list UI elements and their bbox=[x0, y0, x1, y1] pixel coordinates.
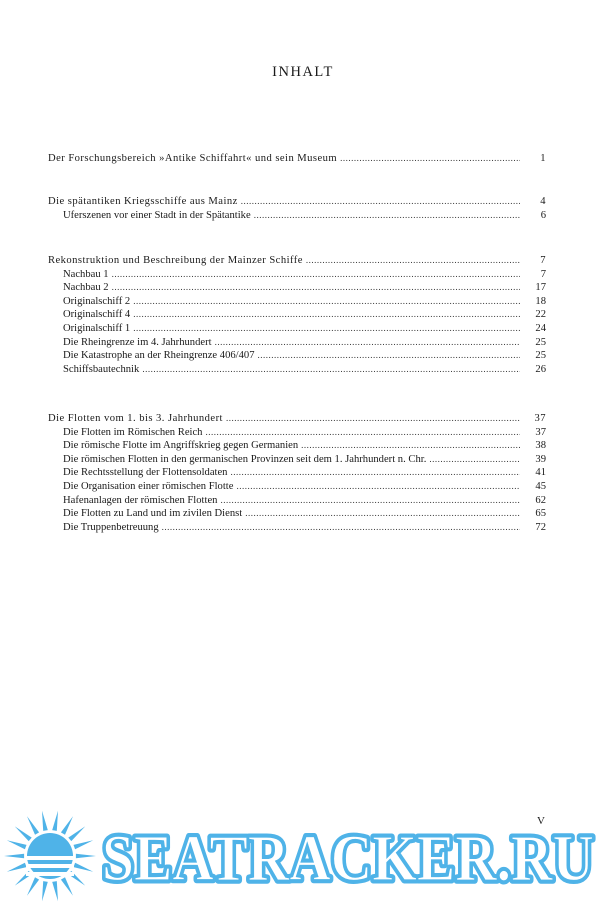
leader-dots bbox=[254, 209, 520, 223]
toc-subentry-title: Hafenanlagen der römischen Flotten bbox=[63, 494, 218, 506]
sun-ray bbox=[7, 840, 27, 849]
toc-entry[interactable] bbox=[48, 412, 546, 426]
toc-subentry-page: 62 bbox=[535, 494, 546, 506]
page-number: V bbox=[537, 815, 545, 827]
toc-subentry-title: Originalschiff 4 bbox=[63, 309, 131, 321]
toc-subentry[interactable] bbox=[48, 494, 546, 508]
toc-subentry-page: 45 bbox=[535, 480, 546, 492]
toc-entry-title: Rekonstruktion und Beschreibung der Mainzer Schiffe bbox=[48, 255, 303, 266]
toc-subentry-page: 6 bbox=[540, 209, 546, 221]
leader-dots bbox=[142, 363, 520, 377]
leader-dots bbox=[226, 412, 520, 426]
sun-ray bbox=[61, 877, 73, 896]
toc-subentry[interactable] bbox=[48, 507, 546, 521]
leader-dots bbox=[429, 453, 520, 467]
toc-subentry-page: 24 bbox=[535, 322, 546, 334]
toc-subentry[interactable] bbox=[48, 480, 546, 494]
leader-dots bbox=[236, 480, 520, 494]
toc-subentry[interactable] bbox=[48, 363, 546, 377]
leader-dots bbox=[220, 494, 520, 508]
toc-subentry[interactable] bbox=[48, 281, 546, 295]
watermark bbox=[0, 808, 606, 905]
sun-ray bbox=[27, 816, 39, 835]
toc-subentry-page: 18 bbox=[535, 295, 546, 307]
toc-subentry-title: Die Organisation einer römischen Flotte bbox=[63, 480, 234, 492]
sun-ray bbox=[52, 881, 58, 901]
toc-section bbox=[48, 152, 546, 166]
leader-dots bbox=[241, 195, 520, 209]
sun-ray bbox=[68, 826, 85, 841]
leader-dots bbox=[215, 336, 520, 350]
toc-subentry-title: Die Flotten im Römischen Reich bbox=[63, 426, 203, 438]
leader-dots bbox=[112, 268, 520, 282]
leader-dots bbox=[162, 521, 520, 535]
toc-section bbox=[48, 412, 546, 534]
toc-subentry-page: 22 bbox=[535, 309, 546, 321]
leader-dots bbox=[258, 349, 520, 363]
toc-subentry-page: 72 bbox=[535, 521, 546, 533]
leader-dots bbox=[133, 322, 520, 336]
leader-dots bbox=[112, 281, 520, 295]
toc-subentry-title: Nachbau 1 bbox=[63, 268, 109, 280]
toc-entry[interactable] bbox=[48, 254, 546, 268]
toc-entry-title: Die Flotten vom 1. bis 3. Jahrhundert bbox=[48, 413, 223, 424]
toc-subentry-page: 7 bbox=[540, 268, 546, 280]
toc-subentry-title: Nachbau 2 bbox=[63, 282, 109, 294]
leader-dots bbox=[340, 152, 520, 166]
sun-ray bbox=[4, 854, 24, 859]
toc-subentry-page: 38 bbox=[535, 440, 546, 452]
sun-logo-icon bbox=[0, 808, 110, 905]
sun-ray bbox=[15, 826, 32, 841]
watermark-text-fill: SEATRACKER.RU bbox=[102, 822, 594, 895]
toc-subentry[interactable] bbox=[48, 439, 546, 453]
toc-subentry-title: Die römischen Flotten in den germanischen Provinzen seit dem 1. Jahrhundert n. Chr. bbox=[63, 453, 427, 465]
leader-dots bbox=[133, 295, 520, 309]
toc-entry-page: 7 bbox=[540, 255, 546, 266]
toc-subentry-title: Die Rechtsstellung der Flottensoldaten bbox=[63, 467, 228, 479]
toc-subentry-page: 25 bbox=[535, 350, 546, 362]
toc-subentry-page: 37 bbox=[535, 426, 546, 438]
toc-subentry-title: Die römische Flotte im Angriffskrieg gegen Germanien bbox=[63, 440, 299, 452]
sun-ray bbox=[7, 863, 27, 872]
sun-ray bbox=[42, 811, 48, 831]
toc-subentry[interactable] bbox=[48, 209, 546, 223]
toc-entry[interactable] bbox=[48, 152, 546, 166]
leader-dots bbox=[306, 254, 520, 268]
toc-subentry[interactable] bbox=[48, 308, 546, 322]
toc-subentry-page: 41 bbox=[535, 467, 546, 479]
toc-subentry-title: Die Truppenbetreuung bbox=[63, 521, 159, 533]
toc-subentry-page: 25 bbox=[535, 336, 546, 348]
toc-subentry-title: Originalschiff 1 bbox=[63, 322, 131, 334]
toc-subentry-title: Die Flotten zu Land und im zivilen Dienst bbox=[63, 508, 243, 520]
toc-subentry-title: Die Katastrophe an der Rheingrenze 406/407 bbox=[63, 350, 255, 362]
page-title: INHALT bbox=[272, 64, 334, 80]
toc-subentry[interactable] bbox=[48, 295, 546, 309]
toc-subentry[interactable] bbox=[48, 322, 546, 336]
toc-subentry-page: 65 bbox=[535, 508, 546, 520]
toc-subentry[interactable] bbox=[48, 453, 546, 467]
toc-subentry-title: Schiffsbautechnik bbox=[63, 363, 140, 375]
leader-dots bbox=[133, 308, 520, 322]
leader-dots bbox=[245, 507, 520, 521]
toc-subentry[interactable] bbox=[48, 521, 546, 535]
toc-entry-page: 37 bbox=[534, 413, 546, 424]
toc-subentry-title: Uferszenen vor einer Stadt in der Spätantike bbox=[63, 209, 251, 221]
toc-entry-page: 4 bbox=[540, 196, 546, 207]
toc-subentry[interactable] bbox=[48, 466, 546, 480]
leader-dots bbox=[205, 426, 520, 440]
toc-subentry[interactable] bbox=[48, 426, 546, 440]
toc-subentry[interactable] bbox=[48, 336, 546, 350]
toc-subentry[interactable] bbox=[48, 349, 546, 363]
toc-subentry-page: 17 bbox=[535, 282, 546, 294]
toc-section bbox=[48, 254, 546, 376]
sun-ray bbox=[74, 840, 94, 849]
toc-subentry-page: 26 bbox=[535, 363, 546, 375]
sun-ray bbox=[27, 877, 39, 896]
toc-entry-title: Der Forschungsbereich »Antike Schiffahrt« und sein Museum bbox=[48, 153, 338, 164]
toc-entry[interactable] bbox=[48, 195, 546, 209]
toc-section bbox=[48, 195, 546, 222]
sun-ray bbox=[61, 816, 73, 835]
leader-dots bbox=[230, 466, 520, 480]
sun-ray bbox=[42, 881, 48, 901]
sun-ray bbox=[52, 811, 58, 831]
sun-ray bbox=[76, 854, 96, 859]
toc-subentry[interactable] bbox=[48, 268, 546, 282]
toc-subentry-page: 39 bbox=[535, 453, 546, 465]
sun-ray bbox=[74, 863, 94, 872]
watermark-text bbox=[100, 808, 600, 905]
toc-subentry-title: Die Rheingrenze im 4. Jahrhundert bbox=[63, 336, 212, 348]
toc-entry-page: 1 bbox=[540, 153, 546, 164]
toc-subentry-title: Originalschiff 2 bbox=[63, 295, 131, 307]
leader-dots bbox=[301, 439, 520, 453]
watermark-text-outline: SEATRACKER.RU bbox=[102, 822, 594, 895]
toc-entry-title: Die spätantiken Kriegsschiffe aus Mainz bbox=[48, 196, 238, 207]
